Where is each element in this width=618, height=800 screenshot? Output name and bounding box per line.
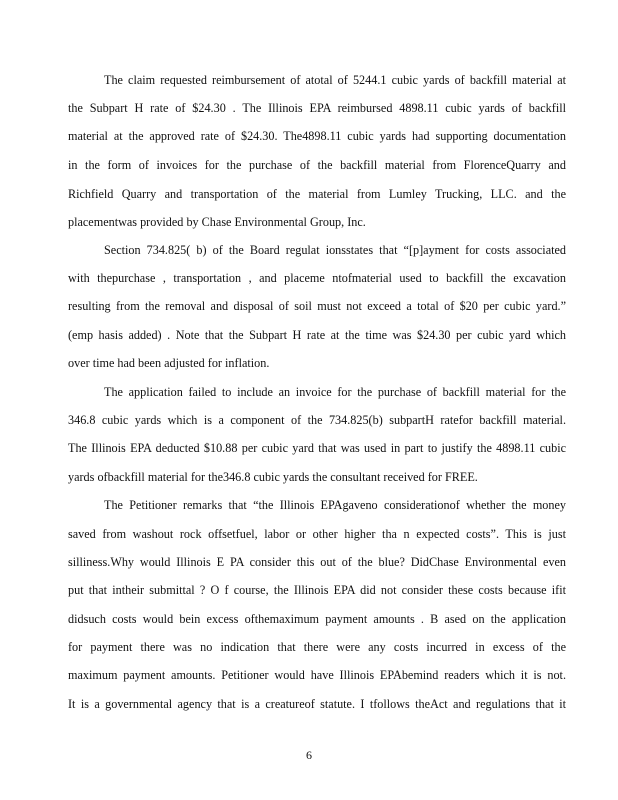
text-line: for payment there was no indication that there were any costs incurred in excess of the	[68, 640, 566, 654]
text-line: the Subpart H rate of $24.30 . The Illinois EPA reimbursed 4898.11 cubic yards of backfill	[68, 101, 566, 115]
text-line: The Illinois EPA deducted $10.88 per cubic yard that was used in part to justify the 4898.11 cubic	[68, 441, 566, 455]
text-line: (emp hasis added) . Note that the Subpart H rate at the time was $24.30 per cubic yard which	[68, 328, 566, 342]
page-number: 6	[306, 748, 312, 762]
text-line: placementwas provided by Chase Environmental Group, Inc.	[68, 215, 366, 229]
text-line: in the form of invoices for the purchase of the backfill material from FlorenceQuarry and	[68, 158, 566, 172]
text-line: Richfield Quarry and transportation of the material from Lumley Trucking, LLC. and the	[68, 187, 566, 201]
text-line: with thepurchase , transportation , and placeme ntofmaterial used to backfill the excavation	[68, 271, 566, 285]
text-line: yards ofbackfill material for the346.8 cubic yards the consultant received for FREE.	[68, 470, 478, 484]
text-line: Section 734.825( b) of the Board regulat ionsstates that “[p]ayment for costs associated	[104, 243, 566, 257]
text-line: material at the approved rate of $24.30. The4898.11 cubic yards had supporting documentation	[68, 129, 566, 143]
text-line: It is a governmental agency that is a creatureof statute. I tfollows theAct and regulations that it	[68, 697, 566, 711]
text-line: 346.8 cubic yards which is a component of the 734.825(b) subpartH ratefor backfill material.	[68, 413, 566, 427]
text-line: silliness.Why would Illinois E PA consider this out of the blue? DidChase Environmental even	[68, 555, 566, 569]
text-line: maximum payment amounts. Petitioner would have Illinois EPAbemind readers which it is not.	[68, 668, 566, 682]
text-line: resulting from the removal and disposal of soil must not exceed a total of $20 per cubic yard.”	[68, 299, 566, 313]
text-line: put that intheir submittal ? O f course, the Illinois EPA did not consider these costs because ifit	[68, 583, 566, 597]
text-line: over time had been adjusted for inflation.	[68, 356, 270, 370]
text-line: didsuch costs would bein excess ofthemaximum payment amounts . B ased on the application	[68, 612, 566, 626]
text-line: The claim requested reimbursement of atotal of 5244.1 cubic yards of backfill material at	[104, 73, 566, 87]
text-line: saved from washout rock offsetfuel, labor or other higher tha n expected costs”. This is just	[68, 527, 566, 541]
text-line: The Petitioner remarks that “the Illinois EPAgaveno considerationof whether the money	[104, 498, 566, 512]
text-line: The application failed to include an invoice for the purchase of backfill material for the	[104, 385, 566, 399]
